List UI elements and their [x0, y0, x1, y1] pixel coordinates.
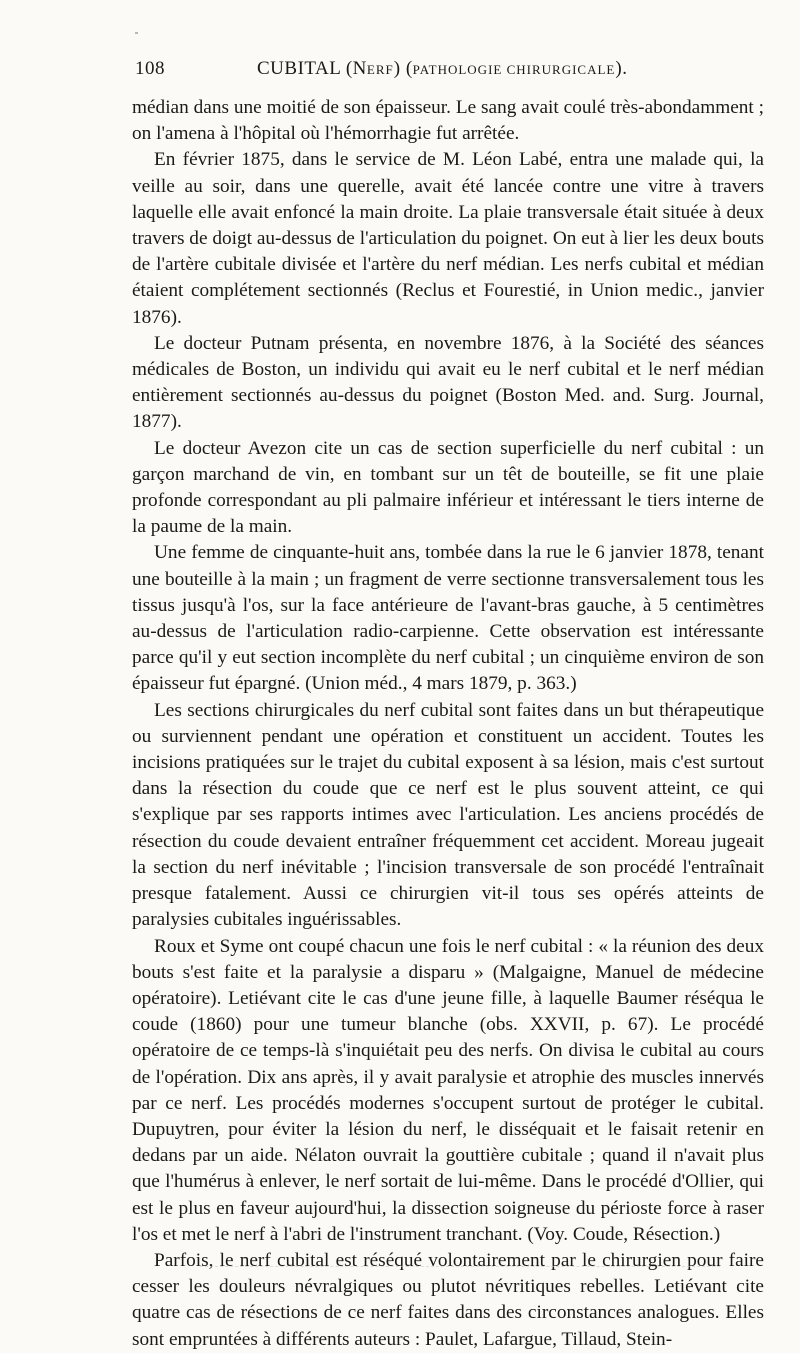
- paragraph-putnam-case: Le docteur Putnam présenta, en novembre 1876, à la Société des séances médicales de Boston, un individu qui avait eu le nerf cubital et le nerf médian entièrement sectionnés au-dessus du poignet (Boston Med. and. Surg. Journal, 1877).: [132, 332, 764, 433]
- paragraph-voluntary-resection: Parfois, le nerf cubital est réséqué volontairement par le chirurgien pour faire cesser les douleurs névralgiques ou plutot névritiques rebelles. Letiévant cite quatre cas de résections de ce nerf faites dans des circonstances analogues. Elles sont empruntées à différents auteurs : Paulet, Lafargue, Tillaud, Stein-: [132, 1249, 764, 1350]
- paragraph-continued: médian dans une moitié de son épaisseur. Le sang avait coulé très-abondamment ; on l'amena à l'hôpital où l'hémorrhagie fut arrêtée.: [132, 97, 764, 145]
- bleed-through-line: [200, 1266, 720, 1273]
- body-text: [132, 95, 764, 1353]
- paper-speck: [135, 32, 138, 34]
- running-head-section: PATHOLOGIE CHIRURGICALE: [412, 62, 616, 77]
- running-head-main: CUBITAL (N: [257, 58, 367, 79]
- running-head-erf: ERF: [366, 62, 394, 77]
- page-header: [135, 58, 760, 88]
- paragraph-surgical-sections: Les sections chirurgicales du nerf cubital sont faites dans un but thérapeutique ou surviennent pendant une opération et constituent un accident. Toutes les incisions pratiquées sur le trajet du cubital exposent à sa lésion, mais c'est surtout dans la résection du coude que ce nerf est le plus souvent atteint, ce qui s'explique par ses rapports intimes avec l'articulation. Les anciens procédés de résection du coude devaient entraîner fréquemment cet accident. Moreau jugeait la section du nerf inévitable ; l'incision transversale de son procédé l'entraînait presque fatalement. Aussi ce chirurgien vit-il tous ses opérés atteints de paralysies cubitales inguérissables.: [132, 699, 764, 931]
- paragraph-avezon-case: Le docteur Avezon cite un cas de section superficielle du nerf cubital : un garçon marchand de vin, en tombant sur un têt de bouteille, se fit une plaie profonde correspondant au pli palmaire inférieur et intéressant le tiers interne de la paume de la main.: [132, 437, 764, 538]
- running-head-end: ).: [615, 58, 628, 79]
- page-number: 108: [135, 58, 165, 79]
- running-head-sep: ) (: [393, 58, 413, 79]
- paragraph-woman-case: Une femme de cinquante-huit ans, tombée dans la rue le 6 janvier 1878, tenant une bouteille à la main ; un fragment de verre sectionne transversalement tous les tissus jusqu'à l'os, sur la face antérieure de l'avant-bras gauche, à 5 centimètres au-dessus de l'articulation radio-carpienne. Cette observation est intéressante parce qu'il y eut section incomplète du nerf cubital ; un cinquième environ de son épaisseur fut épargné. (Union méd., 4 mars 1879, p. 363.): [132, 542, 764, 695]
- paragraph-roux-syme: Roux et Syme ont coupé chacun une fois le nerf cubital : « la réunion des deux bouts s'est faite et la paralysie a disparu » (Malgaigne, Manuel de médecine opératoire). Letiévant cite le cas d'une jeune fille, à laquelle Baumer réséqua le coude (1860) pour une tumeur blanche (obs. XXVII, p. 67). Le procédé opératoire de ce temps-là s'inquiétait peu des nerfs. On divisa le cubital au cours de l'opération. Dix ans après, il y avait paralysie et atrophie des muscles innervés par ce nerf. Les procédés modernes s'occupent surtout de protéger le cubital. Dupuytren, pour éviter la lésion du nerf, le disséquait et le faisait retenir en dedans par un aide. Nélaton ouvrait la gouttière cubitale ; quand il n'avait plus que l'humérus à enlever, le nerf sortait de lui-même. Dans le procédé d'Ollier, qui est le plus en faveur aujourd'hui, la dissection soigneuse du périoste force à raser l'os et met le nerf à l'abri de l'instrument tranchant. (Voy. Coude, Résection.): [132, 935, 764, 1245]
- running-head: [257, 58, 627, 80]
- paragraph-labbe-case: En février 1875, dans le service de M. Léon Labé, entra une malade qui, la veille au soir, dans une querelle, avait été lancée contre une vitre à travers laquelle elle avait enfoncé la main droite. La plaie transversale était située à deux travers de doigt au-dessus de l'articulation du poignet. On eut à lier les deux bouts de l'artère cubitale divisée et l'artère du nerf médian. Les nerfs cubital et médian étaient complétement sectionnés (Reclus et Fourestié, in Union medic., janvier 1876).: [132, 149, 764, 328]
